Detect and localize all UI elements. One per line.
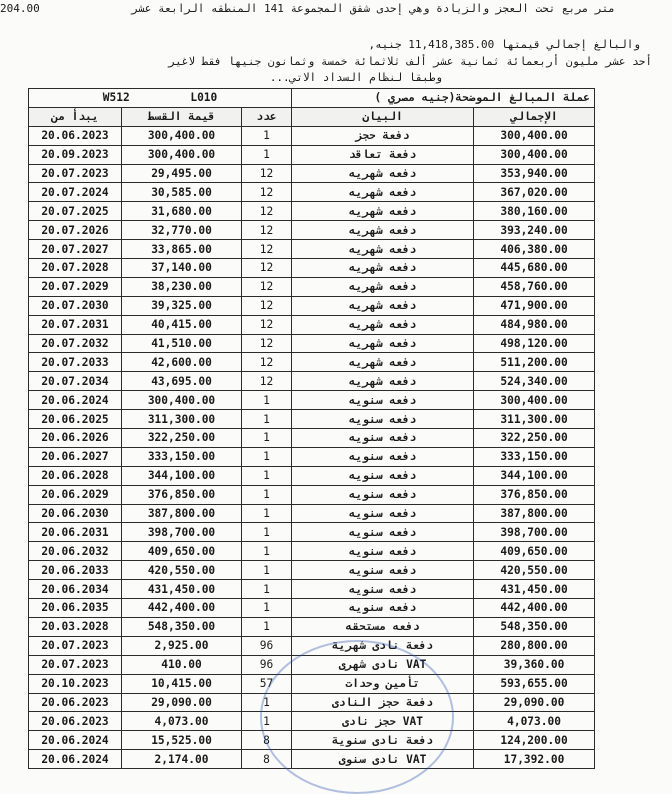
cell-installment: 31,680.00	[122, 202, 242, 221]
cell-installment: 442,400.00	[122, 599, 242, 618]
cell-count: 1	[242, 617, 292, 636]
cell-start-date: 20.06.2023	[29, 693, 122, 712]
cell-start-date: 20.07.2033	[29, 353, 122, 372]
table-row	[29, 126, 595, 145]
cell-installment: 4,073.00	[122, 712, 242, 731]
cell-installment: 2,174.00	[122, 750, 242, 769]
cell-total: 322,250.00	[474, 429, 595, 448]
cell-start-date: 20.06.2024	[29, 750, 122, 769]
cell-count: 8	[242, 731, 292, 750]
table-row	[29, 391, 595, 410]
cell-description: دفعة تعاقد	[292, 145, 474, 164]
cell-count: 1	[242, 447, 292, 466]
cell-start-date: 20.06.2026	[29, 429, 122, 448]
cell-total: 380,160.00	[474, 202, 595, 221]
cell-description: دفعه سنويه	[292, 580, 474, 599]
col-installment: قيمة القسط	[122, 107, 242, 126]
cell-description: VAT نادى سنوى	[292, 750, 474, 769]
cell-count: 8	[242, 750, 292, 769]
cell-total: 484,980.00	[474, 315, 595, 334]
cell-description: دفعه سنويه	[292, 523, 474, 542]
cell-start-date: 20.06.2035	[29, 599, 122, 618]
col-total: الإجمالي	[474, 107, 595, 126]
cell-description: دفعه شهريه	[292, 277, 474, 296]
table-row	[29, 145, 595, 164]
cell-description: دفعه شهريه	[292, 334, 474, 353]
cell-count: 1	[242, 429, 292, 448]
cell-description: دفعه شهريه	[292, 372, 474, 391]
cell-count: 12	[242, 296, 292, 315]
cell-description: دفعه مستحقه	[292, 617, 474, 636]
cell-installment: 2,925.00	[122, 636, 242, 655]
cell-count: 1	[242, 523, 292, 542]
cell-total: 4,073.00	[474, 712, 595, 731]
cell-description: دفعه شهريه	[292, 221, 474, 240]
cell-total: 406,380.00	[474, 240, 595, 259]
unit-codes	[29, 89, 292, 108]
cell-description: دفعه سنويه	[292, 485, 474, 504]
area-value: 204.00	[0, 2, 40, 15]
cell-installment: 548,350.00	[122, 617, 242, 636]
table-row	[29, 655, 595, 674]
cell-installment: 30,585.00	[122, 183, 242, 202]
cell-installment: 40,415.00	[122, 315, 242, 334]
cell-installment: 38,230.00	[122, 277, 242, 296]
cell-count: 1	[242, 542, 292, 561]
cell-start-date: 20.07.2026	[29, 221, 122, 240]
cell-total: 124,200.00	[474, 731, 595, 750]
cell-total: 458,760.00	[474, 277, 595, 296]
col-count: عدد	[242, 107, 292, 126]
table-row	[29, 466, 595, 485]
cell-total: 420,550.00	[474, 561, 595, 580]
cell-total: 333,150.00	[474, 447, 595, 466]
cell-count: 1	[242, 126, 292, 145]
cell-start-date: 20.06.2027	[29, 447, 122, 466]
cell-start-date: 20.07.2030	[29, 296, 122, 315]
table-row	[29, 164, 595, 183]
cell-count: 12	[242, 221, 292, 240]
cell-total: 442,400.00	[474, 599, 595, 618]
cell-start-date: 20.07.2027	[29, 240, 122, 259]
cell-count: 1	[242, 712, 292, 731]
cell-description: دفعة حجز	[292, 126, 474, 145]
cell-total: 17,392.00	[474, 750, 595, 769]
cell-description: دفعه سنويه	[292, 504, 474, 523]
col-description: البيان	[292, 107, 474, 126]
table-row	[29, 240, 595, 259]
cell-count: 12	[242, 202, 292, 221]
cell-description: دفعه شهريه	[292, 296, 474, 315]
cell-description: دفعه شهريه	[292, 259, 474, 278]
cell-count: 57	[242, 674, 292, 693]
header-line-area-description	[0, 2, 615, 15]
table-row	[29, 636, 595, 655]
cell-description: دفعة نادى سنوية	[292, 731, 474, 750]
cell-start-date: 20.06.2028	[29, 466, 122, 485]
cell-total: 471,900.00	[474, 296, 595, 315]
table-row	[29, 693, 595, 712]
cell-installment: 29,495.00	[122, 164, 242, 183]
cell-start-date: 20.07.2023	[29, 655, 122, 674]
cell-description: دفعه سنويه	[292, 599, 474, 618]
cell-count: 1	[242, 391, 292, 410]
cell-installment: 410.00	[122, 655, 242, 674]
cell-description: تأمين وحدات	[292, 674, 474, 693]
cell-total: 548,350.00	[474, 617, 595, 636]
code-unit: L010	[190, 91, 218, 105]
cell-start-date: 20.07.2034	[29, 372, 122, 391]
cell-count: 1	[242, 580, 292, 599]
table-row	[29, 259, 595, 278]
total-price-words: أحد عشر مليون أربعمائة ثمانية عشر ألف ثلاثمائة خمسة وثمانون جنيها فقط لاغير	[168, 55, 652, 68]
area-text: متر مربع تحت العجز والزيادة وهي إحدى شقق المجموعة 141 المنطقه الرابعة عشر	[131, 2, 615, 15]
cell-description: دفعه سنويه	[292, 542, 474, 561]
cell-total: 344,100.00	[474, 466, 595, 485]
cell-installment: 300,400.00	[122, 126, 242, 145]
table-row	[29, 542, 595, 561]
cell-count: 12	[242, 183, 292, 202]
cell-description: دفعه سنويه	[292, 391, 474, 410]
cell-count: 12	[242, 334, 292, 353]
cell-installment: 300,400.00	[122, 145, 242, 164]
table-row	[29, 580, 595, 599]
table-row	[29, 202, 595, 221]
cell-description: دفعة نادى شهرية	[292, 636, 474, 655]
cell-start-date: 20.06.2031	[29, 523, 122, 542]
cell-start-date: 20.07.2031	[29, 315, 122, 334]
table-row	[29, 334, 595, 353]
cell-installment: 43,695.00	[122, 372, 242, 391]
cell-total: 300,400.00	[474, 126, 595, 145]
cell-installment: 41,510.00	[122, 334, 242, 353]
cell-total: 39,360.00	[474, 655, 595, 674]
table-row	[29, 750, 595, 769]
cell-installment: 398,700.00	[122, 523, 242, 542]
code-building: W512	[102, 91, 130, 105]
cell-total: 376,850.00	[474, 485, 595, 504]
cell-installment: 420,550.00	[122, 561, 242, 580]
cell-start-date: 20.09.2023	[29, 145, 122, 164]
cell-total: 300,400.00	[474, 391, 595, 410]
cell-installment: 29,090.00	[122, 693, 242, 712]
cell-start-date: 20.07.2032	[29, 334, 122, 353]
cell-total: 29,090.00	[474, 693, 595, 712]
cell-count: 96	[242, 655, 292, 674]
cell-description: دفعه شهريه	[292, 183, 474, 202]
table-row	[29, 599, 595, 618]
cell-description: دفعة حجز النادى	[292, 693, 474, 712]
cell-count: 1	[242, 410, 292, 429]
cell-count: 1	[242, 145, 292, 164]
cell-description: دفعه سنويه	[292, 447, 474, 466]
cell-count: 1	[242, 693, 292, 712]
cell-start-date: 20.07.2023	[29, 636, 122, 655]
cell-start-date: 20.07.2028	[29, 259, 122, 278]
cell-total: 398,700.00	[474, 523, 595, 542]
cell-total: 387,800.00	[474, 504, 595, 523]
table-row	[29, 523, 595, 542]
cell-installment: 42,600.00	[122, 353, 242, 372]
table-row	[29, 712, 595, 731]
cell-start-date: 20.06.2030	[29, 504, 122, 523]
cell-installment: 409,650.00	[122, 542, 242, 561]
total-price-line: والبالغ إجمالي قيمتها 11,418,385.00 جنيه,	[368, 38, 640, 51]
cell-count: 12	[242, 372, 292, 391]
cell-description: دفعه سنويه	[292, 466, 474, 485]
currency-title: عملة المبالغ الموضحة(جنيه مصري )	[292, 89, 595, 108]
cell-start-date: 20.03.2028	[29, 617, 122, 636]
cell-start-date: 20.07.2024	[29, 183, 122, 202]
table-row	[29, 617, 595, 636]
cell-start-date: 20.10.2023	[29, 674, 122, 693]
table-title-row	[29, 89, 595, 108]
table-row	[29, 315, 595, 334]
cell-start-date: 20.07.2025	[29, 202, 122, 221]
cell-count: 1	[242, 504, 292, 523]
table-row	[29, 296, 595, 315]
cell-total: 409,650.00	[474, 542, 595, 561]
cell-count: 12	[242, 315, 292, 334]
table-row	[29, 447, 595, 466]
cell-description: دفعه شهريه	[292, 164, 474, 183]
cell-installment: 333,150.00	[122, 447, 242, 466]
cell-description: VAT نادى شهرى	[292, 655, 474, 674]
table-row	[29, 561, 595, 580]
cell-start-date: 20.06.2023	[29, 126, 122, 145]
cell-installment: 322,250.00	[122, 429, 242, 448]
col-start-date: يبدأ من	[29, 107, 122, 126]
cell-count: 12	[242, 353, 292, 372]
cell-count: 12	[242, 240, 292, 259]
table-row	[29, 674, 595, 693]
cell-total: 511,200.00	[474, 353, 595, 372]
cell-installment: 39,325.00	[122, 296, 242, 315]
cell-total: 431,450.00	[474, 580, 595, 599]
table-row	[29, 429, 595, 448]
cell-count: 1	[242, 599, 292, 618]
cell-installment: 344,100.00	[122, 466, 242, 485]
cell-description: VAT حجز نادى	[292, 712, 474, 731]
cell-installment: 37,140.00	[122, 259, 242, 278]
table-row	[29, 221, 595, 240]
cell-start-date: 20.06.2024	[29, 391, 122, 410]
cell-description: دفعه سنويه	[292, 429, 474, 448]
cell-total: 353,940.00	[474, 164, 595, 183]
payment-system-intro: وطبقا لنظام السداد الاتي...	[269, 71, 442, 84]
payment-schedule-table	[28, 88, 595, 769]
cell-installment: 431,450.00	[122, 580, 242, 599]
cell-total: 524,340.00	[474, 372, 595, 391]
cell-installment: 32,770.00	[122, 221, 242, 240]
cell-start-date: 20.06.2033	[29, 561, 122, 580]
cell-description: دفعه شهريه	[292, 315, 474, 334]
cell-installment: 387,800.00	[122, 504, 242, 523]
cell-start-date: 20.07.2029	[29, 277, 122, 296]
cell-installment: 376,850.00	[122, 485, 242, 504]
table-row	[29, 410, 595, 429]
cell-count: 1	[242, 485, 292, 504]
cell-description: دفعه شهريه	[292, 202, 474, 221]
cell-start-date: 20.06.2023	[29, 712, 122, 731]
cell-total: 593,655.00	[474, 674, 595, 693]
cell-total: 367,020.00	[474, 183, 595, 202]
cell-installment: 10,415.00	[122, 674, 242, 693]
cell-count: 1	[242, 561, 292, 580]
cell-count: 12	[242, 164, 292, 183]
table-row	[29, 504, 595, 523]
cell-count: 12	[242, 259, 292, 278]
table-row	[29, 485, 595, 504]
cell-description: دفعه شهريه	[292, 353, 474, 372]
cell-total: 498,120.00	[474, 334, 595, 353]
cell-installment: 311,300.00	[122, 410, 242, 429]
cell-start-date: 20.06.2032	[29, 542, 122, 561]
cell-installment: 15,525.00	[122, 731, 242, 750]
cell-start-date: 20.07.2023	[29, 164, 122, 183]
cell-count: 96	[242, 636, 292, 655]
cell-total: 445,680.00	[474, 259, 595, 278]
cell-count: 12	[242, 277, 292, 296]
cell-start-date: 20.06.2024	[29, 731, 122, 750]
table-row	[29, 277, 595, 296]
cell-total: 393,240.00	[474, 221, 595, 240]
table-header-row	[29, 107, 595, 126]
cell-description: دفعه شهريه	[292, 240, 474, 259]
table-row	[29, 372, 595, 391]
cell-start-date: 20.06.2029	[29, 485, 122, 504]
cell-description: دفعه سنويه	[292, 561, 474, 580]
table-row	[29, 183, 595, 202]
cell-installment: 33,865.00	[122, 240, 242, 259]
cell-description: دفعه سنويه	[292, 410, 474, 429]
cell-start-date: 20.06.2034	[29, 580, 122, 599]
cell-installment: 300,400.00	[122, 391, 242, 410]
cell-total: 300,400.00	[474, 145, 595, 164]
cell-total: 311,300.00	[474, 410, 595, 429]
cell-count: 1	[242, 466, 292, 485]
cell-start-date: 20.06.2025	[29, 410, 122, 429]
table-row	[29, 353, 595, 372]
cell-total: 280,800.00	[474, 636, 595, 655]
